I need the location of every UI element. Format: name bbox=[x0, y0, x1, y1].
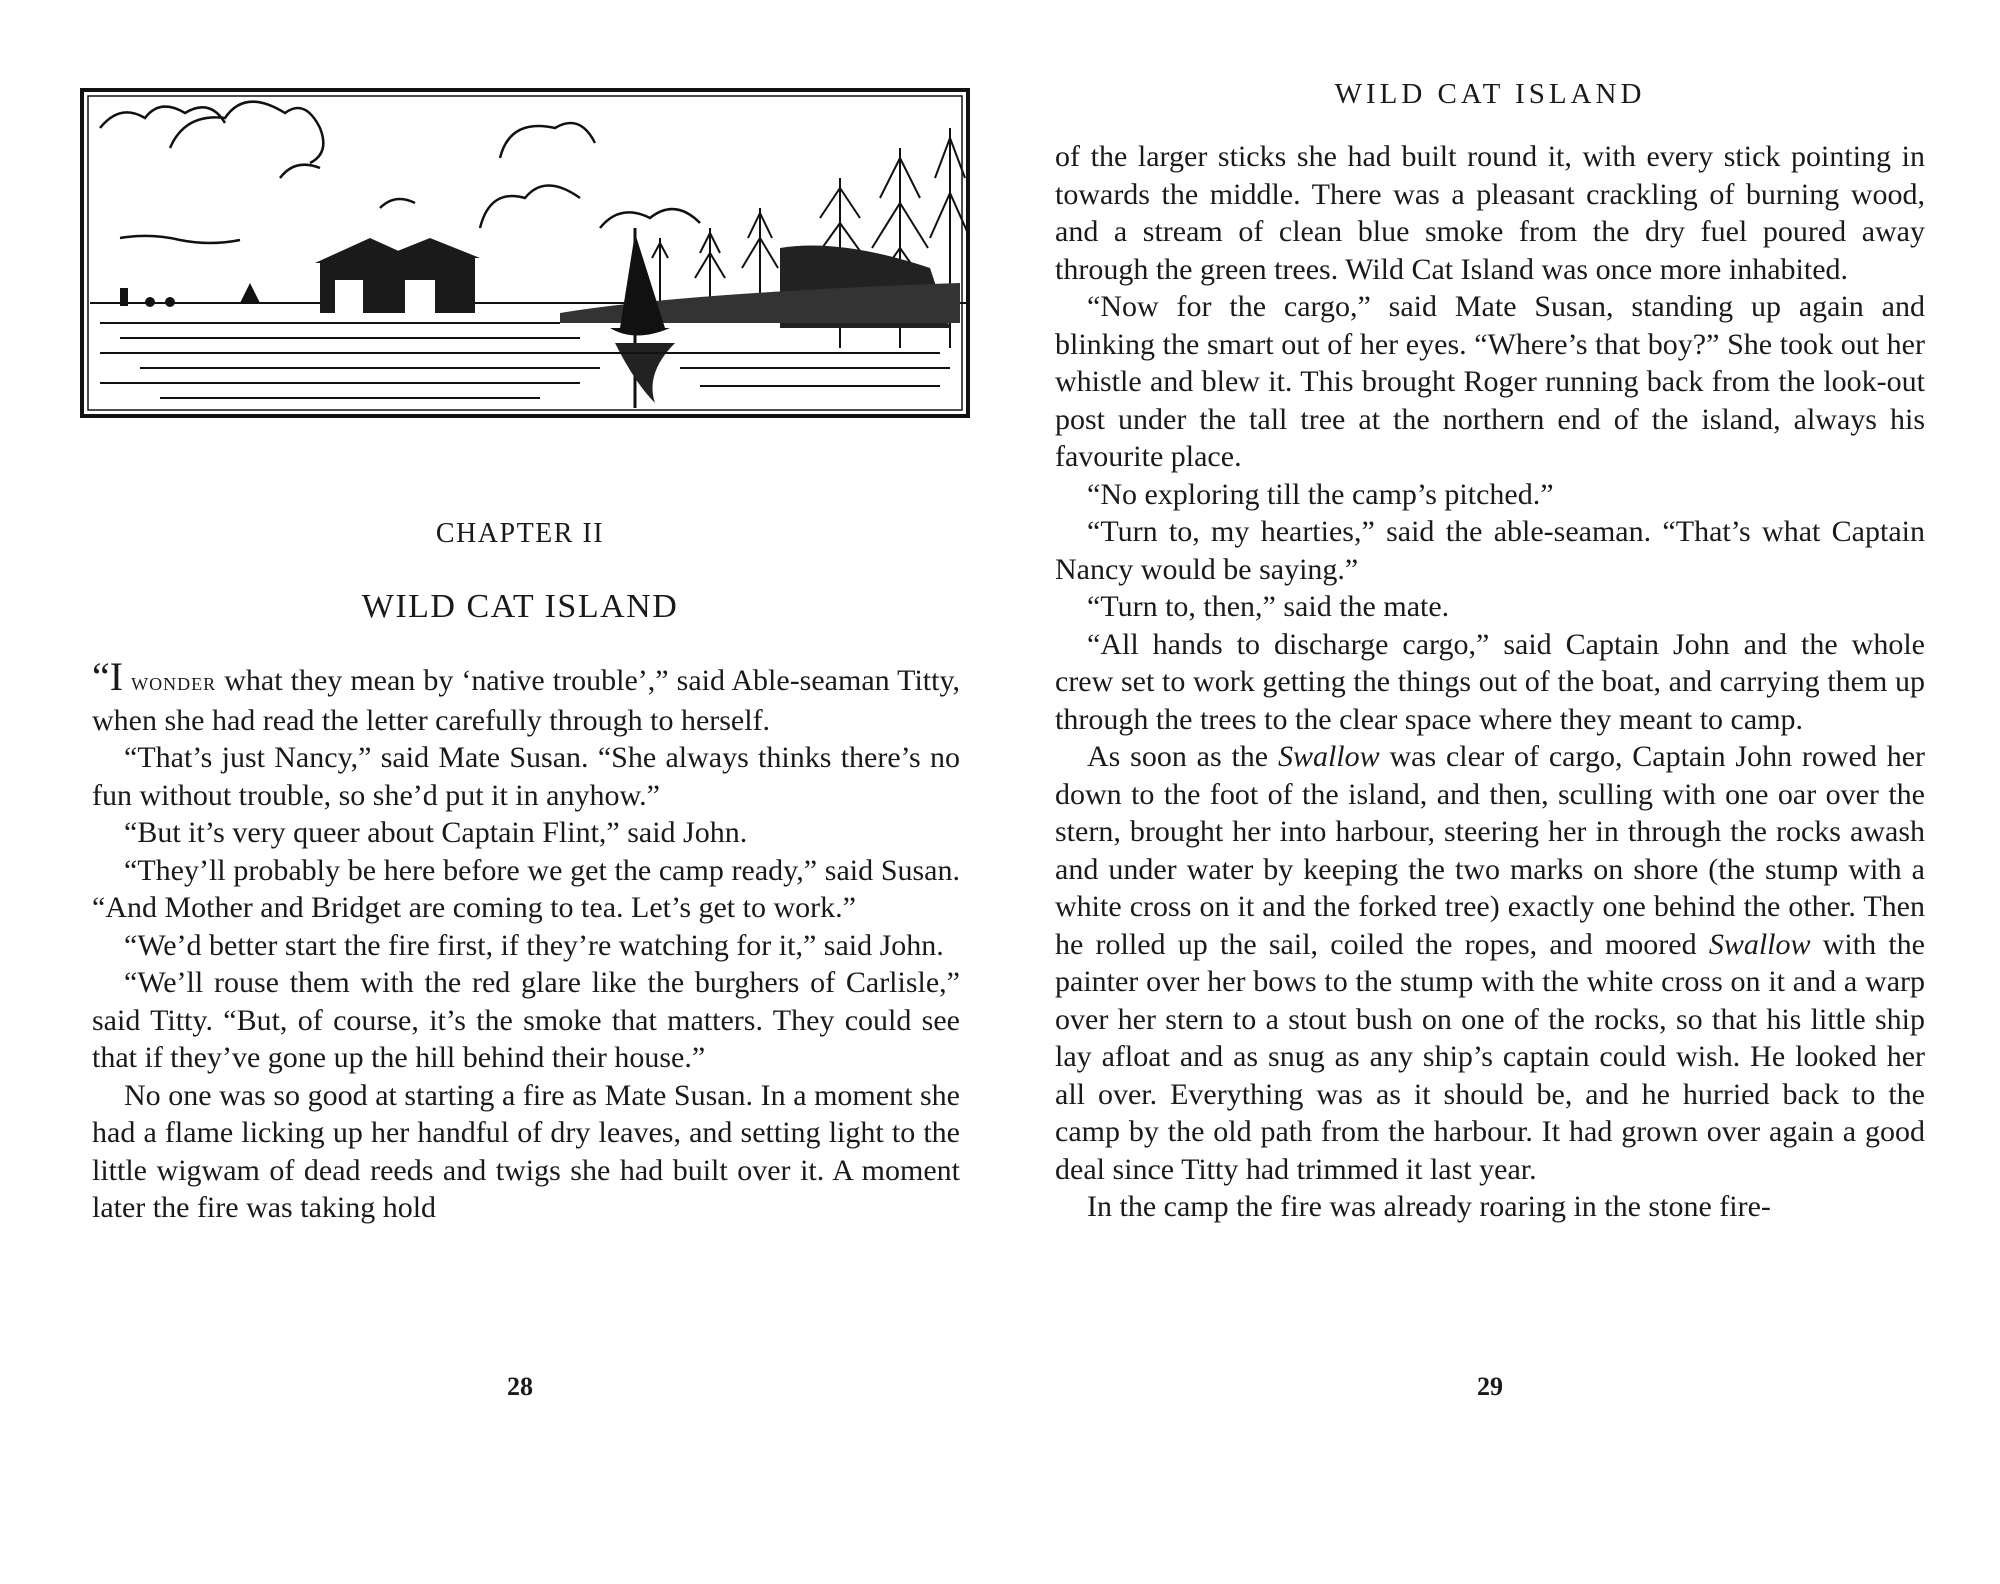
paragraph: “All hands to discharge cargo,” said Captain John and the whole crew set to work getting the things out of the boat, and carrying them up through the trees to the clear space where they meant to camp. bbox=[1055, 627, 1925, 736]
paragraph-text: As soon as the bbox=[1087, 740, 1278, 773]
paragraph: “We’ll rouse them with the red glare like the burghers of Carlisle,” said Titty. “But, of course, it’s the smoke that matters. They could see that if they’ve gone up the hill behind their house.” bbox=[92, 966, 960, 1074]
paragraph-text: was clear of cargo, Captain John rowed her down to the foot of the island, and then, sculling with one oar over the stern, brought her into harbour, steering her in through the rocks awash and under water by keeping the two marks on shore (the stump with a white cross on it and the forked tree) exactly one behind the other. Then he rolled up the sail, coiled the ropes, and moored bbox=[1055, 740, 1925, 961]
left-page-body bbox=[92, 654, 960, 1227]
paragraph: “Turn to, then,” said the mate. bbox=[1087, 590, 1450, 623]
paragraph bbox=[1055, 738, 1925, 1188]
paragraph-text: with the painter over her bows to the stump with the white cross on it and a warp over her stern to a stout bush on one of the rocks, so that his little ship lay afloat and as snug as any ship’s captain could wish. He looked her all over. Everything was as it should be, and he hurried back to the camp by the old path from the harbour. It had grown over again a good deal since Titty had trimmed it last year. bbox=[1055, 927, 1925, 1186]
paragraph: “Now for the cargo,” said Mate Susan, standing up again and blinking the smart out of her eyes. “Where’s that boy?” She took out her whistle and blew it. This brought Roger running back from the look-out post under the tall tree at the northern end of the island, always his favourite place. bbox=[1055, 290, 1925, 473]
opening-word: wonder bbox=[131, 669, 217, 696]
paragraph: “We’d better start the fire first, if they’re watching for it,” said John. bbox=[124, 928, 944, 962]
paragraph: No one was so good at starting a fire as Mate Susan. In a moment she had a flame licking up her handful of dry leaves, and setting light to the little wigwam of dead reeds and twigs she had built over it. A moment later the fire was taking hold bbox=[92, 1078, 960, 1224]
page-number-right: 29 bbox=[1477, 1372, 1503, 1401]
paragraph: of the larger sticks she had built round it, with every stick pointing in towards the middle. There was a pleasant crackling of burning wood, and a stream of clean blue smoke from the dry fuel poured away through the green trees. Wild Cat Island was once more inhabited. bbox=[1055, 140, 1925, 286]
boat-name: Swallow bbox=[1277, 740, 1380, 773]
paragraph: “Turn to, my hearties,” said the able-seaman. “That’s what Captain Nancy would be saying.” bbox=[1055, 515, 1925, 586]
boat-name: Swallow bbox=[1708, 927, 1811, 961]
page-number-left: 28 bbox=[507, 1372, 533, 1401]
paragraph: “But it’s very queer about Captain Flint,” said John. bbox=[124, 816, 748, 849]
paragraph bbox=[92, 654, 960, 739]
paragraph-text: what they mean by ‘native trouble’,” said Able-seaman Titty, when she had read the letter carefully through to herself. bbox=[92, 664, 960, 737]
chapter-illustration bbox=[80, 88, 970, 418]
running-head: WILD CAT ISLAND bbox=[1334, 78, 1646, 110]
chapter-number: CHAPTER II bbox=[435, 518, 605, 549]
paragraph: “That’s just Nancy,” said Mate Susan. “She always thinks there’s no fun without trouble, so she’d put it in anyhow.” bbox=[92, 741, 960, 812]
paragraph: In the camp the fire was already roaring in the stone fire- bbox=[1087, 1190, 1771, 1223]
chapter-title: WILD CAT ISLAND bbox=[361, 588, 679, 625]
paragraph: “No exploring till the camp’s pitched.” bbox=[1087, 477, 1554, 511]
paragraph: “They’ll probably be here before we get the camp ready,” said Susan. “And Mother and Bridget are coming to tea. Let’s get to work.” bbox=[92, 853, 960, 924]
lake-scene-illustration bbox=[80, 88, 970, 418]
right-page-body bbox=[1055, 138, 1925, 1226]
drop-cap: “I bbox=[92, 654, 124, 699]
